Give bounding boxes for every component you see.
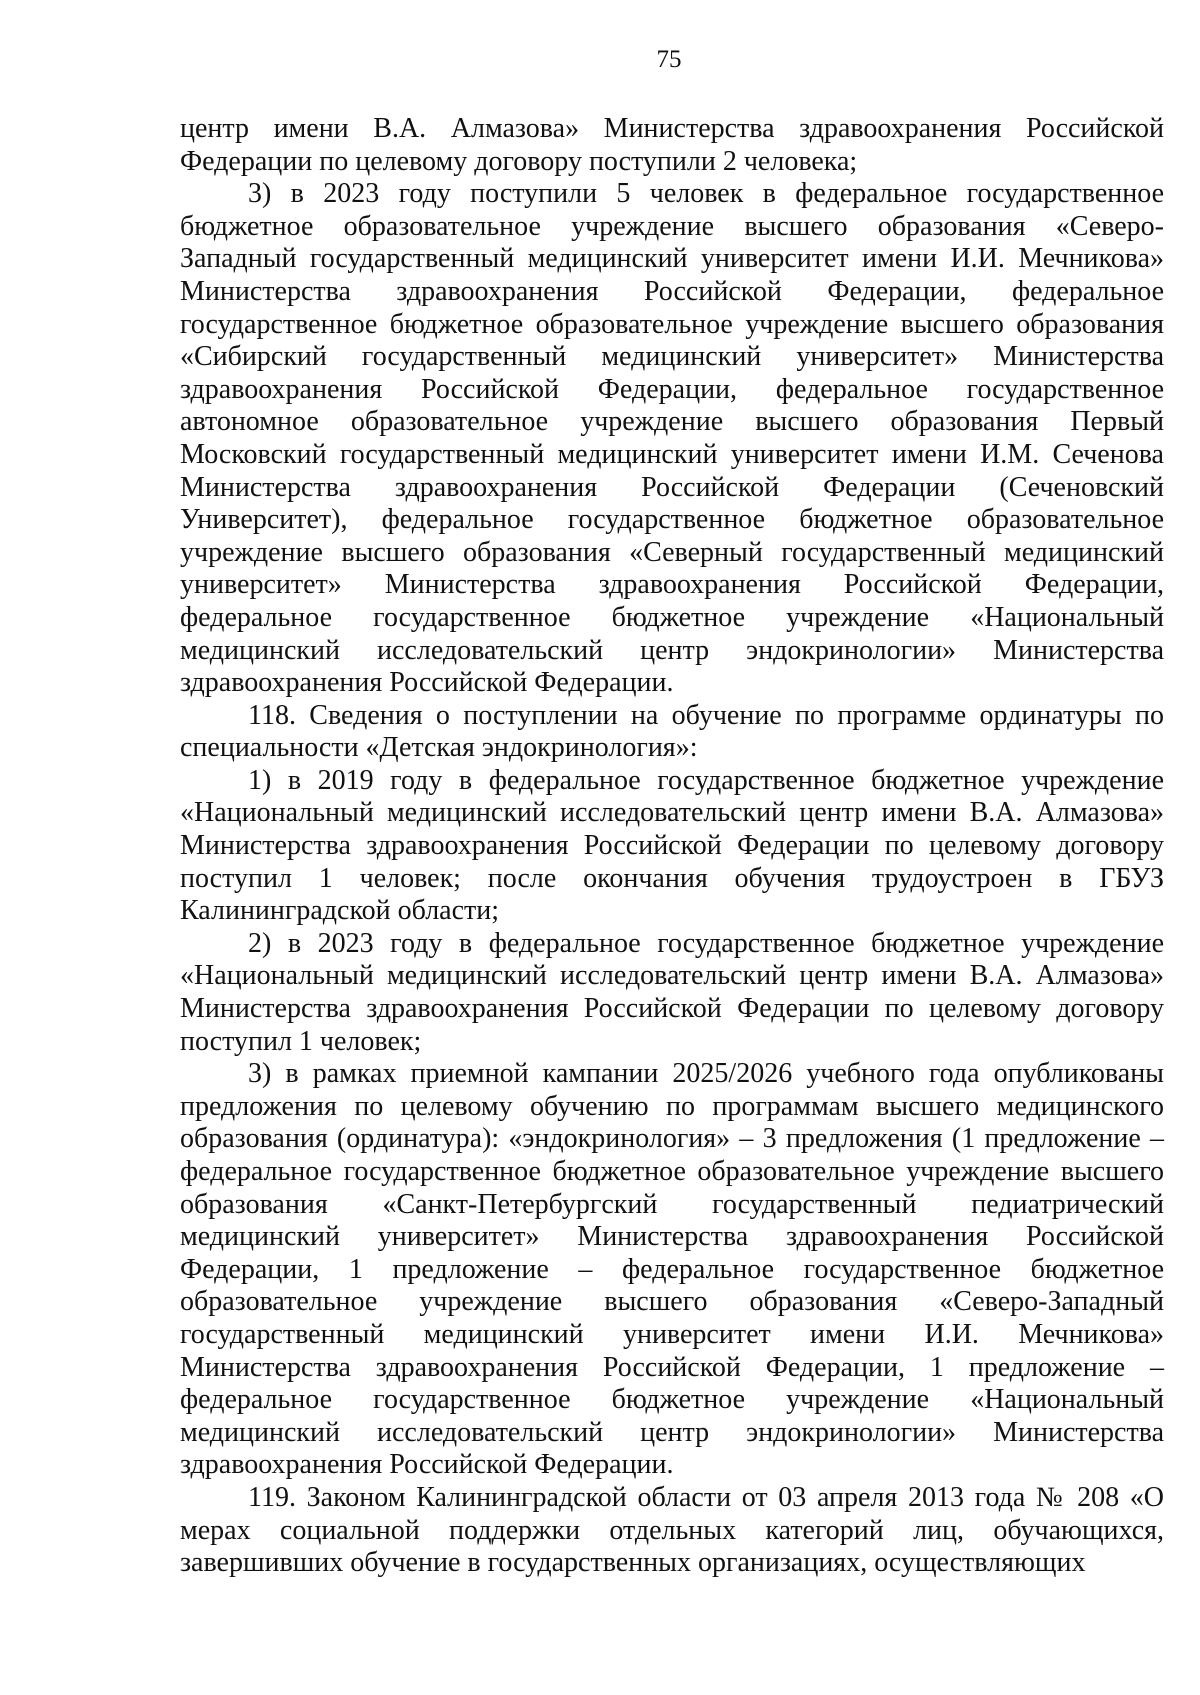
paragraph-item-3-2023: 3) в 2023 году поступили 5 человек в федеральное государственное бюджетное образовательное учреждение высшего образования «Северо-Западный государственный медицинский университет имени И.И. Мечникова» Министерства здравоохранения Российской Федерации, федеральное государственное бюджетное образовательное учреждение высшего образования «Сибирский государственный медицинский университет» Министерства здравоохранения Российской Федерации, федеральное государственное автономное образовательное учреждение высшего образования Первый Московский государственный медицинский университет имени И.М. Сеченова Министерства здравоохранения Российской Федерации (Сеченовский Университет), федеральное государственное бюджетное образовательное учреждение высшего образования «Северный государственный медицинский университет» Министерства здравоохранения Российской Федерации, федеральное государственное бюджетное учреждение «Национальный медицинский исследовательский центр эндокринологии» Министерства здравоохранения Российской Федерации. xyxy=(180,178,1164,699)
paragraph-section-118: 118. Сведения о поступлении на обучение по программе ординатуры по специальности «Детская эндокринология»: xyxy=(180,699,1164,764)
paragraph-item-2-2023: 2) в 2023 году в федеральное государственное бюджетное учреждение «Национальный медицинский исследовательский центр имени В.А. Алмазова» Министерства здравоохранения Российской Федерации по целевому договору поступил 1 человек; xyxy=(180,927,1164,1057)
page-number: 75 xyxy=(656,46,682,73)
paragraph-section-119: 119. Законом Калининградской области от 03 апреля 2013 года № 208 «О мерах социальной поддержки отдельных категорий лиц, обучающихся, завершивших обучение в государственных организациях, осуществляющих xyxy=(180,1481,1164,1579)
document-body xyxy=(180,113,1164,1580)
paragraph-continuation: центр имени В.А. Алмазова» Министерства здравоохранения Российской Федерации по целевому договору поступили 2 человека; xyxy=(180,113,1164,177)
paragraph-item-1-2019: 1) в 2019 году в федеральное государственное бюджетное учреждение «Национальный медицинский исследовательский центр имени В.А. Алмазова» Министерства здравоохранения Российской Федерации по целевому договору поступил 1 человек; после окончания обучения трудоустроен в ГБУЗ Калининградской области; xyxy=(180,764,1164,927)
paragraph-item-3-admission-campaign: 3) в рамках приемной кампании 2025/2026 учебного года опубликованы предложения по целевому обучению по программам высшего медицинского образования (ординатура): «эндокринология» – 3 предложения (1 предложение – федеральное государственное бюджетное образовательное учреждение высшего образования «Санкт-Петербургский государственный педиатрический медицинский университет» Министерства здравоохранения Российской Федерации, 1 предложение – федеральное государственное бюджетное образовательное учреждение высшего образования «Северо-Западный государственный медицинский университет имени И.И. Мечникова» Министерства здравоохранения Российской Федерации, 1 предложение – федеральное государственное бюджетное учреждение «Национальный медицинский исследовательский центр эндокринологии» Министерства здравоохранения Российской Федерации. xyxy=(180,1058,1164,1481)
